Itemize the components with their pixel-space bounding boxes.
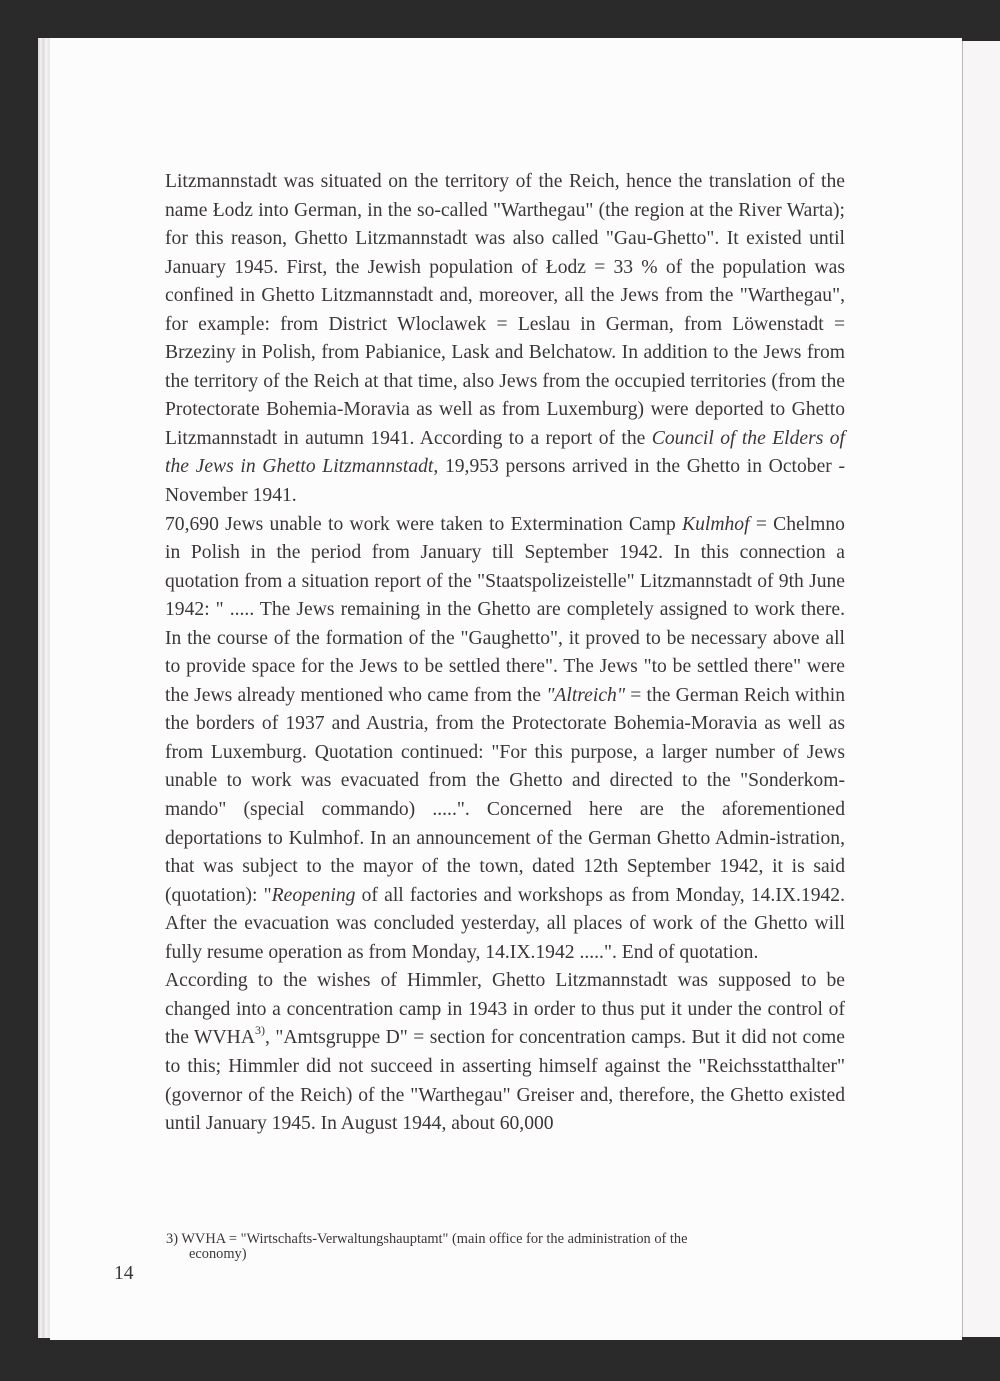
text-segment: of all factories and workshops as from Monday, 14.IX.1942. After the evacuation was concluded yesterday, all places of work of the Ghetto will fully resume operation as from Monday, 14.IX.1942 .....". End of quotation. bbox=[165, 884, 845, 963]
text-segment: 70,690 Jews unable to work were taken to Extermination Camp bbox=[165, 513, 683, 535]
footnote-reference: 3) bbox=[254, 1023, 265, 1038]
footnote-marker: 3) bbox=[166, 1231, 178, 1247]
paragraph-1 bbox=[165, 168, 845, 511]
text-segment: Litzmannstadt was situated on the territory of the Reich, hence the translation of the name Łodz into German, in the so-called "Warthegau" (the region at the River Warta); for this reason, Ghetto Litzmannstadt was also called "Gau-Ghetto". It existed until January 1945. First, the Jewish population of Łodz = 33 % of the population was confined in Ghetto Litzmannstadt and, moreover, all the Jews from the "Warthegau", for example: from District Wloclawek = Leslau in German, from Löwenstadt = Brzeziny in Polish, from Pabianice, Lask and Belchatow. In addition to the Jews from the territory of the Reich at that time, also Jews from the occupied territories (from the Protectorate Bohemia-Moravia as well as from Luxemburg) were deported to Ghetto Litzmannstadt in autumn 1941. According to a report of the bbox=[165, 171, 845, 449]
paragraph-3 bbox=[165, 967, 845, 1138]
facing-page-edge bbox=[962, 41, 1000, 1337]
text-segment: , "Amtsgruppe D" = section for concentration camps. But it did not come to this; Himmler did not succeed in asserting himself against the "Reichsstatthalter" (governor of the Reich) of the "Warthegau" Greiser and, therefore, the Ghetto existed until January 1945. In August 1944, about 60,000 bbox=[165, 1027, 845, 1135]
text-segment: = Chelmno in Polish in the period from January till September 1942. In this connection a quotation from a situation report of the "Staatspolizeistelle" Litzmannstadt of 9th June 1942: " ..... The Jews remaining in the Ghetto are completely assigned to work there. In the course of the formation of the "Gaughetto", it proved to be necessary above all to provide space for the Jews to be settled there". The Jews "to be settled there" were the Jews already mentioned who came from the bbox=[165, 513, 845, 706]
text-segment: According to the wishes of Himmler, Ghetto Litzmannstadt was supposed to be changed into a concentration camp in 1943 in order to thus put it under the control of the WVHA bbox=[165, 970, 845, 1049]
footnote bbox=[166, 1232, 816, 1261]
italic-term-kulmhof: Kulmhof bbox=[682, 513, 750, 535]
page-number: 14 bbox=[114, 1263, 134, 1284]
paragraph-2 bbox=[165, 511, 845, 968]
text-segment: = the German Reich within the borders of 1937 and Austria, from the Protectorate Bohemia-Moravia as well as from Luxemburg. Quotation continued: "For this purpose, a larger number of Jews unable to work was evacuated from the Ghetto and directed to the "Sonderkom-mando" (special commando) .....". Concerned here are the aforementioned deportations to Kulmhof. In an announcement of the German Ghetto Admin-istration, that was subject to the mayor of the town, dated 12th September 1942, it is said (quotation): " bbox=[165, 684, 845, 906]
footnote-text-continued: economy) bbox=[189, 1245, 247, 1262]
body-text bbox=[165, 168, 845, 1139]
italic-title-council-of-elders: Council of the Elders of the Jews in Ghetto Litzmannstadt bbox=[165, 427, 845, 478]
text-segment: , 19,953 persons arrived in the Ghetto in October - November 1941. bbox=[165, 456, 845, 507]
italic-term-reopening: Reopening bbox=[271, 884, 356, 906]
italic-term-altreich: "Altreich" bbox=[546, 684, 626, 706]
footnote-text: WVHA = "Wirtschafts-Verwaltungshauptamt" (main office for the administration of the bbox=[178, 1231, 688, 1247]
